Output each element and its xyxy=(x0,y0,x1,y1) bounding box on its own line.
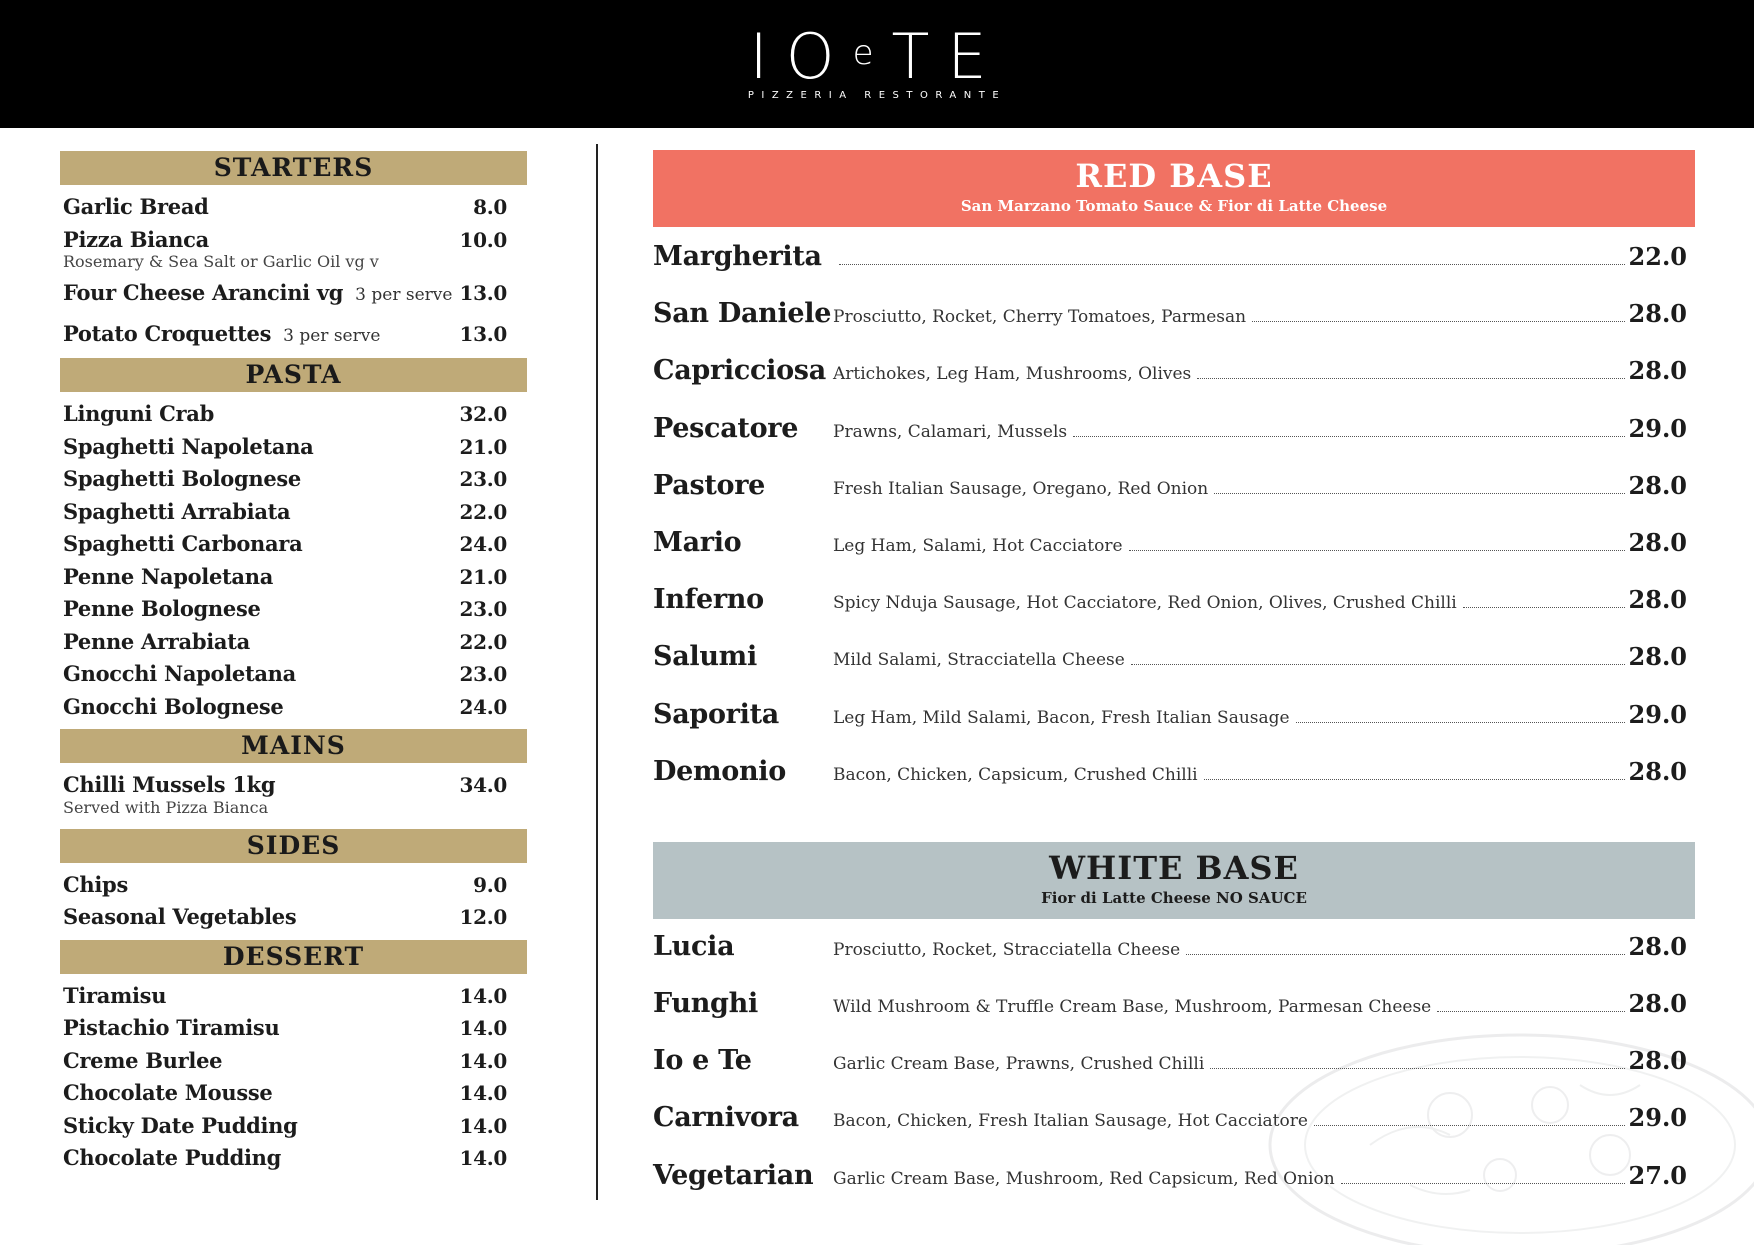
section-header-starters: STARTERS xyxy=(60,151,527,185)
item-price: 14.0 xyxy=(459,1113,507,1138)
dot-leader xyxy=(1073,435,1624,437)
section-header-pasta: PASTA xyxy=(60,358,527,392)
pizza-price: 28.0 xyxy=(1628,642,1687,672)
pizza-row xyxy=(653,699,1695,756)
menu-item xyxy=(63,593,507,626)
red-base-banner xyxy=(653,150,1695,227)
pizza-row xyxy=(653,355,1695,412)
item-price: 24.0 xyxy=(459,694,507,719)
item-price: 21.0 xyxy=(459,564,507,589)
pizza-price: 28.0 xyxy=(1628,299,1687,329)
item-price: 23.0 xyxy=(459,662,507,686)
pizza-desc: Wild Mushroom & Truffle Cream Base, Mushroom, Parmesan Cheese xyxy=(833,997,1432,1018)
white-base-title: WHITE BASE xyxy=(1049,848,1299,887)
menu-item xyxy=(63,1110,507,1143)
menu-item xyxy=(63,626,507,659)
dot-leader xyxy=(1129,549,1625,551)
logo-text-io: IO xyxy=(749,20,853,93)
pizza-name: Carnivora xyxy=(653,1102,799,1134)
dot-leader xyxy=(1214,492,1624,494)
pizza-desc: Prosciutto, Rocket, Cherry Tomatoes, Parmesan xyxy=(833,307,1247,328)
pizza-price: 29.0 xyxy=(1628,1103,1687,1133)
menu-item xyxy=(63,496,507,529)
white-base-list xyxy=(653,919,1695,1217)
pizza-desc: Garlic Cream Base, Mushroom, Red Capsicum, Red Onion xyxy=(833,1168,1335,1189)
pizza-desc: Garlic Cream Base, Prawns, Crushed Chilli xyxy=(833,1054,1205,1075)
dot-leader xyxy=(1204,778,1625,780)
menu-item xyxy=(63,691,507,724)
pizza-name: Capricciosa xyxy=(653,355,826,387)
menu-item xyxy=(63,528,507,561)
item-price: 14.0 xyxy=(459,1081,507,1105)
item-price: 22.0 xyxy=(459,499,507,524)
pizza-name: Lucia xyxy=(653,930,735,962)
white-base-banner xyxy=(653,842,1695,919)
item-name: Chips xyxy=(63,871,128,897)
pizza-price: 28.0 xyxy=(1628,931,1687,961)
pizza-desc: Spicy Nduja Sausage, Hot Cacciatore, Red Onion, Olives, Crushed Chilli xyxy=(833,593,1457,614)
pizza-row xyxy=(653,413,1695,470)
starters-list xyxy=(60,185,527,358)
pizza-column xyxy=(653,150,1695,1217)
pizza-price: 22.0 xyxy=(1628,242,1687,271)
dot-leader xyxy=(1463,606,1625,608)
pasta-list xyxy=(60,392,527,729)
pizza-name: Mario xyxy=(653,526,742,558)
item-name: Chocolate Pudding xyxy=(63,1145,281,1170)
item-name: Penne Arrabiata xyxy=(63,628,250,654)
pizza-name: Margherita xyxy=(653,241,822,272)
menu-item xyxy=(63,1077,507,1110)
column-divider xyxy=(596,144,598,1200)
item-name: Spaghetti Carbonara xyxy=(63,531,303,556)
item-note: 3 per serve xyxy=(355,285,453,305)
pizza-desc: Leg Ham, Salami, Hot Cacciatore xyxy=(833,535,1123,556)
item-price: 14.0 xyxy=(459,1048,507,1073)
menu-item xyxy=(63,869,507,902)
item-price: 13.0 xyxy=(459,281,507,305)
item-price: 14.0 xyxy=(459,1016,507,1040)
item-name: Pizza Bianca xyxy=(63,226,209,252)
pizza-row xyxy=(653,988,1695,1045)
pizza-name: Salumi xyxy=(653,641,757,673)
dot-leader xyxy=(1197,377,1624,379)
item-name: Chocolate Mousse xyxy=(63,1080,273,1105)
dot-leader xyxy=(1296,721,1625,723)
header-bar xyxy=(0,0,1754,128)
dot-leader xyxy=(1131,663,1625,665)
item-name: Spaghetti Napoletana xyxy=(63,433,314,459)
pizza-price: 29.0 xyxy=(1628,699,1687,729)
dot-leader xyxy=(1437,1010,1624,1012)
pizza-name: Saporita xyxy=(653,698,779,730)
dot-leader xyxy=(1252,320,1624,322)
pizza-row xyxy=(653,1160,1695,1217)
menu-item xyxy=(63,1142,507,1175)
pizza-price: 28.0 xyxy=(1628,756,1687,786)
pizza-row xyxy=(653,641,1695,698)
menu-item xyxy=(63,398,507,431)
menu-item xyxy=(63,1045,507,1078)
item-price: 9.0 xyxy=(473,872,507,897)
menu-item xyxy=(63,431,507,464)
item-name: Penne Napoletana xyxy=(63,563,274,589)
item-name: Potato Croquettes xyxy=(63,320,272,346)
item-price: 22.0 xyxy=(459,629,507,654)
item-subtext: Served with Pizza Bianca xyxy=(63,797,269,817)
mains-list xyxy=(60,763,527,829)
menu-item xyxy=(63,191,507,224)
pizza-row xyxy=(653,527,1695,584)
dot-leader xyxy=(839,263,1625,265)
item-price: 23.0 xyxy=(459,467,507,491)
pizza-name: Pescatore xyxy=(653,412,799,444)
pizza-row xyxy=(653,241,1695,298)
pizza-price: 28.0 xyxy=(1628,527,1687,557)
dot-leader xyxy=(1210,1067,1624,1069)
pizza-row xyxy=(653,584,1695,641)
item-price: 32.0 xyxy=(459,402,507,426)
pizza-row xyxy=(653,1102,1695,1159)
pizza-desc: Bacon, Chicken, Fresh Italian Sausage, Hot Cacciatore xyxy=(833,1111,1308,1132)
pizza-price: 28.0 xyxy=(1628,1046,1687,1076)
pizza-desc: Prosciutto, Rocket, Stracciatella Cheese xyxy=(833,939,1181,960)
pizza-name: Pastore xyxy=(653,469,766,501)
item-price: 24.0 xyxy=(459,532,507,556)
section-header-dessert: DESSERT xyxy=(60,940,527,974)
item-price: 14.0 xyxy=(459,1146,507,1170)
pizza-desc: Mild Salami, Stracciatella Cheese xyxy=(833,650,1125,671)
item-name: Tiramisu xyxy=(63,982,167,1008)
item-name: Spaghetti Bolognese xyxy=(63,466,301,491)
item-name: Garlic Bread xyxy=(63,194,209,219)
item-price: 10.0 xyxy=(459,227,507,252)
item-price: 34.0 xyxy=(459,773,507,797)
logo-text-e: e xyxy=(852,33,892,73)
pizza-row xyxy=(653,298,1695,355)
item-price: 21.0 xyxy=(459,434,507,459)
red-base-title: RED BASE xyxy=(1075,157,1273,195)
pizza-price: 28.0 xyxy=(1628,989,1687,1019)
item-name: Gnocchi Napoletana xyxy=(63,661,296,686)
dot-leader xyxy=(1186,953,1624,955)
item-name: Chilli Mussels 1kg xyxy=(63,772,276,797)
pizza-name: Demonio xyxy=(653,755,786,787)
dot-leader xyxy=(1341,1182,1625,1184)
item-note: 3 per serve xyxy=(283,325,381,346)
pizza-name: Inferno xyxy=(653,584,764,616)
item-name: Sticky Date Pudding xyxy=(63,1112,298,1138)
pizza-row xyxy=(653,1045,1695,1102)
dot-leader xyxy=(1314,1124,1625,1126)
item-name: Linguni Crab xyxy=(63,401,214,426)
pizza-desc: Artichokes, Leg Ham, Mushrooms, Olives xyxy=(833,364,1192,385)
pizza-price: 27.0 xyxy=(1628,1160,1687,1190)
item-name: Gnocchi Bolognese xyxy=(63,693,284,719)
pizza-row xyxy=(653,470,1695,527)
pizza-price: 28.0 xyxy=(1628,470,1687,500)
menu-item xyxy=(63,901,507,934)
item-price: 13.0 xyxy=(459,321,507,346)
left-menu-column xyxy=(60,151,527,1181)
white-base-subtitle: Fior di Latte Cheese NO SAUCE xyxy=(1041,888,1307,907)
item-name: Penne Bolognese xyxy=(63,596,261,621)
item-name: Seasonal Vegetables xyxy=(63,904,297,929)
logo-text-te: TE xyxy=(891,20,1005,93)
menu-item xyxy=(63,463,507,496)
pizza-row xyxy=(653,931,1695,988)
pizza-desc: Prawns, Calamari, Mussels xyxy=(833,421,1068,442)
section-header-mains: MAINS xyxy=(60,729,527,763)
pizza-desc: Bacon, Chicken, Capsicum, Crushed Chilli xyxy=(833,764,1198,785)
menu-item xyxy=(63,658,507,691)
pizza-desc: Fresh Italian Sausage, Oregano, Red Onion xyxy=(833,478,1209,499)
menu-item xyxy=(63,318,507,353)
logo xyxy=(0,18,1754,92)
pizza-name: Vegetarian xyxy=(653,1159,814,1191)
item-name: Pistachio Tiramisu xyxy=(63,1015,280,1040)
tagline: PIZZERIA RESTORANTE xyxy=(747,90,1007,101)
item-subtext: Rosemary & Sea Salt or Garlic Oil vg v xyxy=(63,252,379,271)
pizza-desc: Leg Ham, Mild Salami, Bacon, Fresh Italian Sausage xyxy=(833,707,1290,728)
item-name: Four Cheese Arancini vg xyxy=(63,280,344,305)
item-price: 14.0 xyxy=(459,983,507,1008)
item-name: Spaghetti Arrabiata xyxy=(63,498,291,524)
item-price: 8.0 xyxy=(473,195,507,219)
dessert-list xyxy=(60,974,527,1181)
pizza-price: 29.0 xyxy=(1628,413,1687,443)
pizza-name: Funghi xyxy=(653,988,758,1020)
item-price: 23.0 xyxy=(459,597,507,621)
item-name: Creme Burlee xyxy=(63,1047,223,1073)
menu-item xyxy=(63,561,507,594)
menu-item xyxy=(63,1012,507,1045)
menu-item xyxy=(63,980,507,1013)
menu-item xyxy=(63,277,507,312)
pizza-name: Io e Te xyxy=(653,1045,752,1077)
pizza-name: San Daniele xyxy=(653,298,832,330)
pizza-price: 28.0 xyxy=(1628,356,1687,386)
sides-list xyxy=(60,863,527,940)
pizza-price: 28.0 xyxy=(1628,585,1687,615)
pizza-row xyxy=(653,756,1695,813)
red-base-subtitle: San Marzano Tomato Sauce & Fior di Latte Cheese xyxy=(960,197,1388,215)
section-header-sides: SIDES xyxy=(60,829,527,863)
red-base-list xyxy=(653,227,1695,813)
item-price: 12.0 xyxy=(459,905,507,929)
